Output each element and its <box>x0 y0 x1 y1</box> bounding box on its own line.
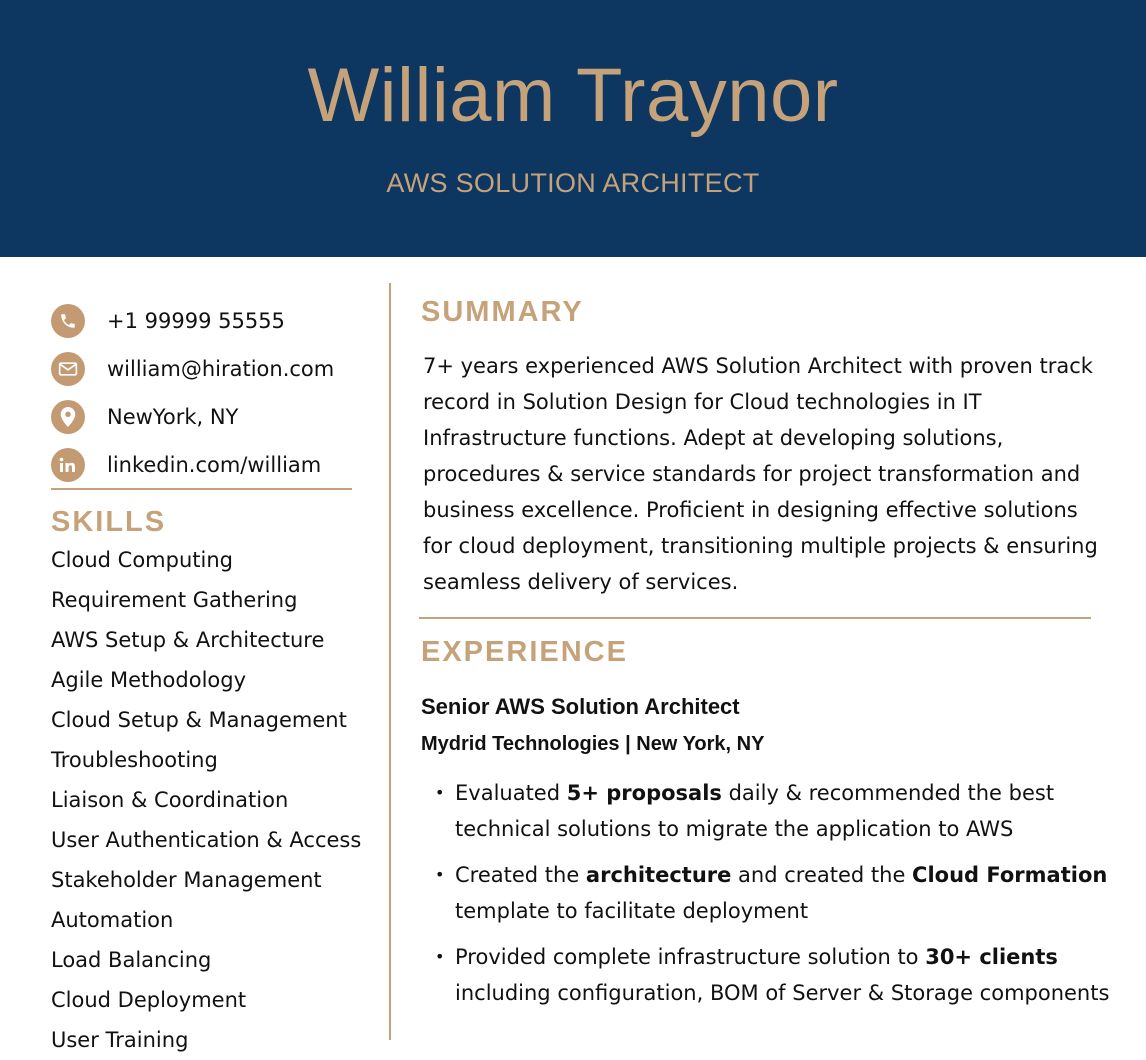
linkedin-icon <box>51 448 85 482</box>
skill-item: Agile Methodology <box>51 668 247 692</box>
skill-item: Cloud Deployment <box>51 988 247 1012</box>
email-address: william@hiration.com <box>107 357 335 381</box>
contact-linkedin <box>51 441 334 489</box>
skill-item: User Authentication & Access <box>51 828 362 852</box>
experience-bullet <box>435 775 1115 847</box>
skill-item: Load Balancing <box>51 948 212 972</box>
phone-icon <box>51 304 85 338</box>
skill-item: User Training <box>51 1028 189 1052</box>
bullet-highlight: architecture <box>585 863 732 887</box>
experience-bullets <box>435 775 1115 1021</box>
phone-number: +1 99999 55555 <box>107 309 285 333</box>
experience-bullet <box>435 939 1115 1011</box>
contact-phone <box>51 297 334 345</box>
skill-item: Automation <box>51 908 174 932</box>
contact-divider <box>51 488 352 490</box>
summary-divider <box>419 617 1091 619</box>
bullet-highlight: Cloud Formation <box>912 863 1108 887</box>
candidate-name: William Traynor <box>307 53 839 138</box>
contact-email <box>51 345 334 393</box>
bullet-text: and created the <box>731 863 913 887</box>
experience-bullet <box>435 857 1115 929</box>
skill-item: Cloud Setup & Management <box>51 708 347 732</box>
contact-list <box>51 297 334 489</box>
column-divider <box>389 283 391 1040</box>
summary-paragraph: 7+ years experienced AWS Solution Architect with proven track record in Solution Design for Cloud technologies in IT Infrastructure functions. Adept at developing solutions, procedures & service standards for project transformation and business excellence. Proficient in designing effective solutions for cloud deployment, transitioning multiple projects & ensuring seamless delivery of services. <box>423 354 1098 594</box>
skill-item: Liaison & Coordination <box>51 788 289 812</box>
skill-item: Stakeholder Management <box>51 868 322 892</box>
summary-heading: SUMMARY <box>421 296 584 328</box>
skill-item: Troubleshooting <box>51 748 218 772</box>
candidate-role: AWS SOLUTION ARCHITECT <box>386 168 760 198</box>
mail-icon <box>51 352 85 386</box>
skill-item: Cloud Computing <box>51 548 233 572</box>
linkedin-url: linkedin.com/william <box>107 453 322 477</box>
bullet-dot-icon: • <box>435 947 445 966</box>
bullet-text: Provided complete infrastructure solution to <box>455 945 926 969</box>
bullet-text: including configuration, BOM of Server & Storage components <box>455 981 1110 1005</box>
bullet-dot-icon: • <box>435 783 445 802</box>
location-text: NewYork, NY <box>107 405 239 429</box>
bullet-text: template to facilitate deployment <box>455 899 809 923</box>
skill-item: Requirement Gathering <box>51 588 298 612</box>
bullet-highlight: 30+ clients <box>925 945 1058 969</box>
bullet-text: daily & recommended the best technical solutions to migrate the application to AWS <box>455 781 1055 841</box>
bullet-dot-icon: • <box>435 865 445 884</box>
bullet-highlight: 5+ proposals <box>566 781 722 805</box>
bullet-text: Created the <box>455 863 586 887</box>
bullet-text: Evaluated <box>455 781 567 805</box>
location-icon <box>51 400 85 434</box>
skill-item: AWS Setup & Architecture <box>51 628 325 652</box>
job-title: Senior AWS Solution Architect <box>421 694 740 719</box>
job-company: Mydrid Technologies | New York, NY <box>421 733 765 755</box>
skills-heading: SKILLS <box>51 506 167 538</box>
skills-list <box>51 540 361 1060</box>
resume-header <box>0 0 1146 257</box>
contact-location <box>51 393 334 441</box>
experience-heading: EXPERIENCE <box>421 636 628 668</box>
